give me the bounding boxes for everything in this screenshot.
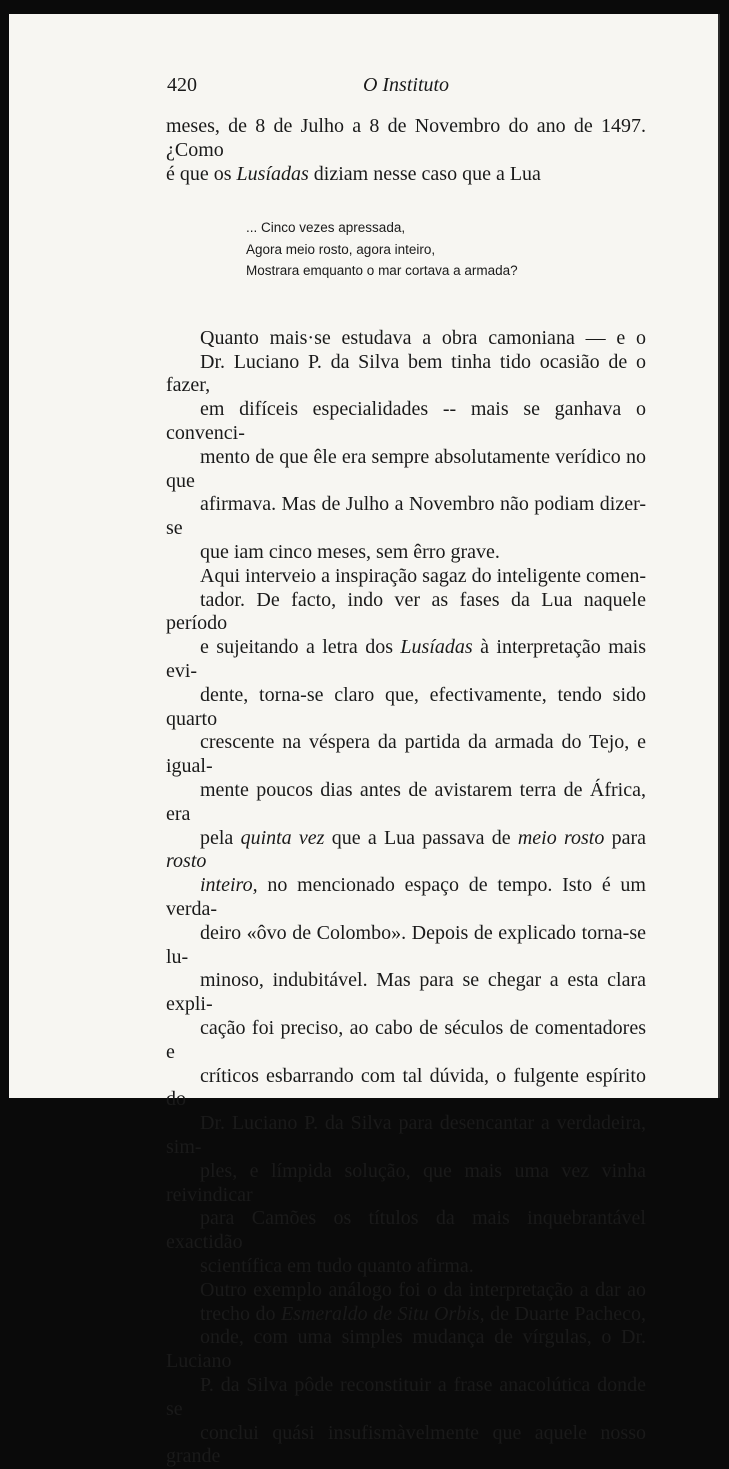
paragraph-2 (166, 565, 646, 1279)
page-header (167, 74, 645, 104)
text-line: pela quinta vez que a Lua passava de meio rosto para rosto (166, 826, 646, 873)
book-page (9, 14, 720, 1468)
page-number: 420 (167, 74, 197, 96)
text-line: em difíceis especialidades -- mais se ganhava o convenci- (166, 398, 646, 445)
text-line: cação foi preciso, ao cabo de séculos de comentadores e (166, 1017, 646, 1063)
text-line: trecho do Esmeraldo de Situ Orbis, de Duarte Pacheco, (200, 1302, 646, 1325)
text-line: Dr. Luciano P. da Silva bem tinha tido ocasião de o fazer, (166, 350, 646, 397)
text-line: Aqui interveio a inspiração sagaz do inteligente comen- (200, 564, 646, 587)
text-line: é que os Lusíadas diziam nesse caso que a Lua (166, 162, 541, 185)
text-line: Quanto mais·se estudava a obra camoniana — e o (200, 326, 646, 349)
text-line: tador. De facto, indo ver as fases da Lua naquele período (166, 588, 646, 635)
text-line: afirmava. Mas de Julho a Novembro não podiam dizer-se (166, 493, 646, 540)
text-line: críticos esbarrando com tal dúvida, o fulgente espírito do (166, 1064, 646, 1111)
page-body (166, 115, 646, 1469)
text-line: que iam cinco meses, sem êrro grave. (200, 541, 500, 564)
text-line: onde, com uma simples mudança de vírgulas, o Dr. Luciano (166, 1326, 646, 1373)
text-line: crescente na véspera da partida da armada do Tejo, e igual- (166, 731, 646, 778)
verse-line: Mostrara emquanto o mar cortava a armada? (246, 263, 518, 279)
verse-line: Agora meio rosto, agora inteiro, (246, 241, 436, 257)
text-line: deiro «ôvo de Colombo». Depois de explicado torna-se lu- (166, 921, 646, 968)
text-line: inteiro, no mencionado espaço de tempo. Isto é um verda- (166, 874, 646, 921)
text-line: P. da Silva pôde reconstituir a frase anacolútica donde se (166, 1373, 646, 1420)
text-line: meses, de 8 de Julho a 8 de Novembro do ano de 1497. ¿Como (166, 115, 646, 161)
text-line: scientífica em tudo quanto afirma. (200, 1254, 474, 1277)
text-line: Outro exemplo análogo foi o da interpretação a dar ao (200, 1278, 646, 1301)
opening-paragraph (166, 115, 646, 186)
text-line: dente, torna-se claro que, efectivamente, tendo sido quarto (166, 683, 646, 730)
text-line: para Camões os títulos da mais inquebrantável exactidão (166, 1207, 646, 1254)
paragraph-3 (166, 1279, 646, 1469)
text-line: ples, e límpida solução, que mais uma vez vinha reivindicar (166, 1159, 646, 1206)
running-title: O Instituto (362, 74, 450, 96)
text-line: conclui quási insufismàvelmente que aquele nosso grande (166, 1421, 646, 1468)
text-line: mente poucos dias antes de avistarem terra de África, era (166, 779, 646, 825)
text-line: minoso, indubitável. Mas para se chegar a esta clara expli- (166, 969, 646, 1016)
verse-line: ... Cinco vezes apressada, (246, 220, 406, 236)
paragraph-1 (166, 327, 646, 565)
verse-quotation (246, 217, 646, 282)
text-line: mento de que êle era sempre absolutamente verídico no que (166, 445, 646, 492)
text-line: Dr. Luciano P. da Silva para desencantar a verdadeira, sim- (166, 1112, 646, 1158)
text-line: e sujeitando a letra dos Lusíadas à interpretação mais evi- (166, 636, 646, 683)
